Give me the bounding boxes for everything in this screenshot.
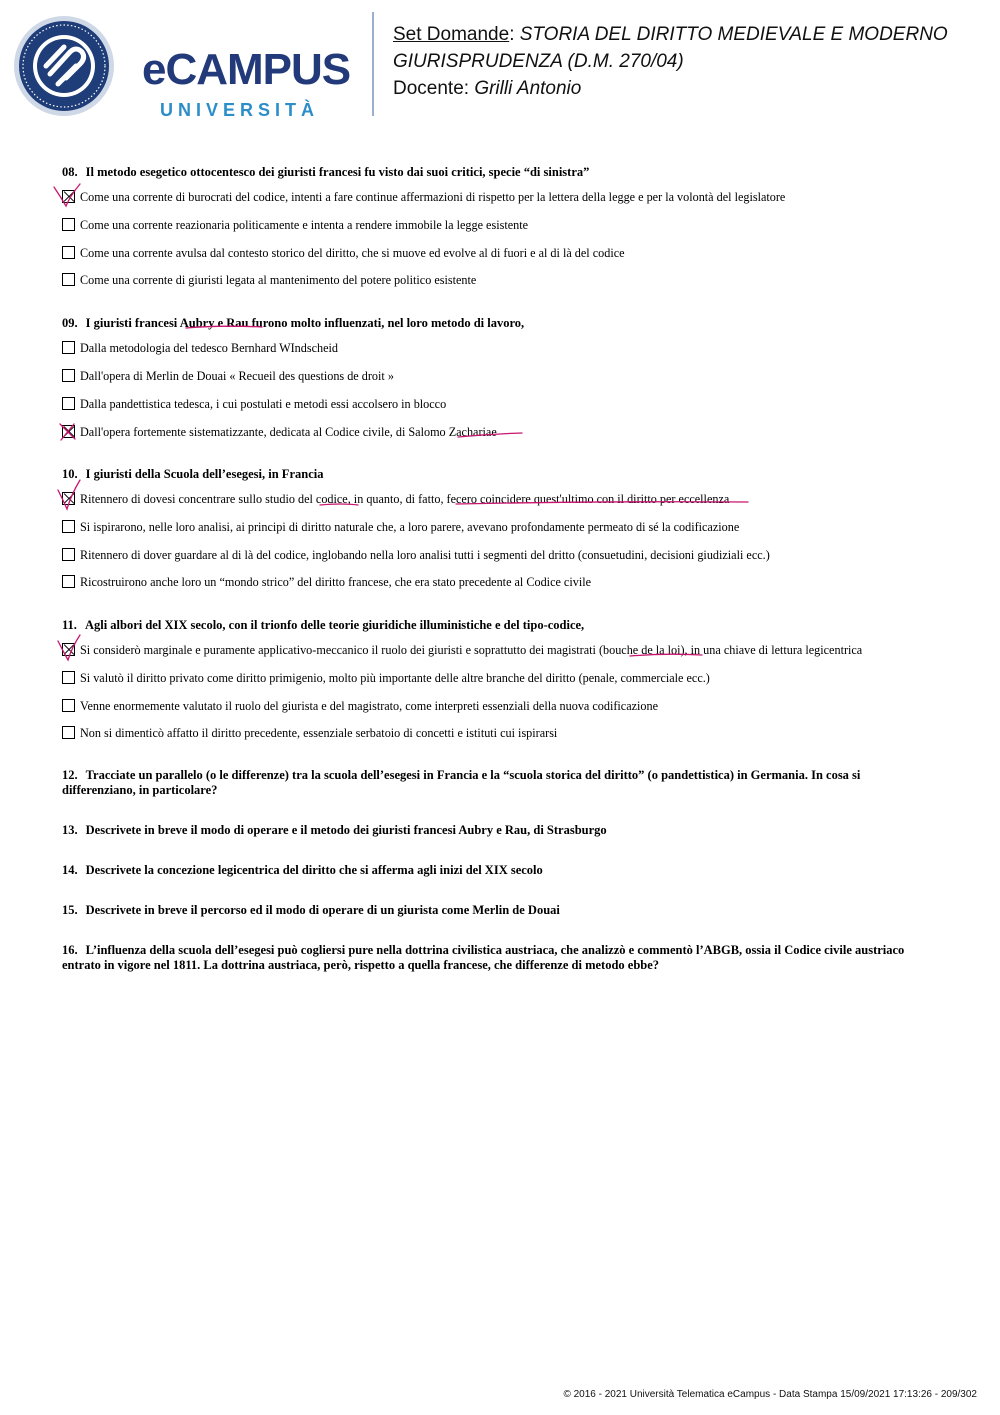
question-16-title: 16. L’influenza della scuola dell’esegesi può cogliersi pure nella dottrina civilistica austriaca, che analizzò e commentò l’ABGB, ossia il Codice civile austriaco entrato in vigore nel 1811. La dottrina austriaca, però, rispetto a quella francese, che differenze di metodo ebbe?: [62, 943, 905, 972]
course-header: [393, 21, 993, 102]
question-12-title: 12. Tracciate un parallelo (o le differenze) tra la scuola dell’esegesi in Francia e la “scuola storica del diritto” (o pandettistica) in Germania. In cosa si differenziano, in particolare?: [62, 768, 861, 797]
question-14-title: 14. Descrivete la concezione legicentrica del diritto che si afferma agli inizi del XIX secolo: [62, 863, 543, 877]
course-title: STORIA DEL DIRITTO MEDIEVALE E MODERNO: [519, 24, 948, 45]
page-footer: © 2016 - 2021 Università Telematica eCampus - Data Stampa 15/09/2021 17:13:26 - 209/302: [563, 1389, 977, 1400]
header-divider: [372, 12, 374, 116]
checkbox[interactable]: [62, 273, 75, 286]
checkbox[interactable]: [62, 699, 75, 712]
question-15-title: 15. Descrivete in breve il percorso ed il modo di operare di un giurista come Merlin de Douai: [62, 903, 560, 917]
course-title-line: [393, 21, 993, 48]
question-13-title: 13. Descrivete in breve il modo di operare e il metodo dei giuristi francesi Aubry e Rau, di Strasburgo: [62, 823, 607, 837]
ecampus-logo: [12, 14, 362, 120]
checkbox[interactable]: [62, 369, 75, 382]
checkbox[interactable]: [62, 397, 75, 410]
brand-subtitle: UNIVERSITÀ: [160, 100, 320, 120]
set-label-separator: :: [509, 24, 515, 45]
degree-program: GIURISPRUDENZA (D.M. 270/04): [393, 51, 684, 72]
checkbox-checked[interactable]: [62, 492, 75, 505]
checkbox[interactable]: [62, 671, 75, 684]
checkbox-checked[interactable]: [62, 190, 75, 203]
question-09-title: 09. I giuristi francesi Aubry e Rau furono molto influenzati, nel loro metodo di lavoro,: [62, 316, 525, 330]
checkbox[interactable]: [62, 246, 75, 259]
question-10-title: 10. I giuristi della Scuola dell’esegesi, in Francia: [62, 467, 324, 481]
teacher-line: [393, 75, 993, 102]
teacher-label: Docente:: [393, 78, 470, 99]
checkbox[interactable]: [62, 575, 75, 588]
set-label: Set Domande: [393, 24, 510, 45]
checkbox-checked[interactable]: [62, 425, 75, 438]
checkbox[interactable]: [62, 726, 75, 739]
brand-name: eCAMPUS: [142, 45, 351, 94]
question-11-title: 11. Agli albori del XIX secolo, con il trionfo delle teorie giuridiche illuministiche e del tipo-codice,: [62, 618, 585, 632]
question-08-title: 08. Il metodo esegetico ottocentesco dei giuristi francesi fu visto dai suoi critici, specie “di sinistra”: [62, 165, 590, 179]
checkbox[interactable]: [62, 218, 75, 231]
checkbox-checked[interactable]: [62, 643, 75, 656]
checkbox[interactable]: [62, 548, 75, 561]
checkbox[interactable]: [62, 520, 75, 533]
teacher-name: Grilli Antonio: [474, 78, 582, 99]
ecampus-seal-icon: [12, 14, 116, 118]
checkbox[interactable]: [62, 341, 75, 354]
